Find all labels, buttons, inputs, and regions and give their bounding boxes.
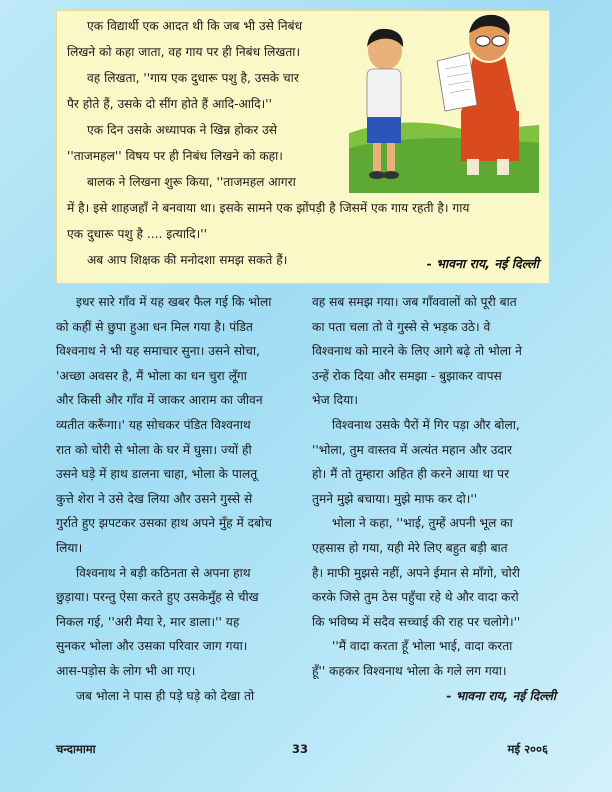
footer-magazine-name: चन्दामामा [56,742,96,756]
text-line: जब भोला ने पास ही पड़े घड़े को देखा तो [76,688,255,703]
text-line: लिया। [56,540,83,555]
anecdote-box [56,10,550,284]
anecdote-line: एक दिन उसके अध्यापक ने खिन्न होकर उसे [87,123,278,137]
cartoon-illustration [349,13,539,193]
text-line: का पता चला तो वे गुस्से से भड़क उठे। वे [312,319,491,334]
anecdote-line: बालक ने लिखना शुरू किया, ''ताजमहल आगरा [87,175,296,189]
text-line: विश्वनाथ उसके पैरों में गिर पड़ा और बोला, [332,417,520,432]
text-line: करके जिसे तुम ठेस पहुँचा रहे थे और वादा करो [312,590,519,605]
text-line: आस-पड़ोस के लोग भी आ गए। [56,663,196,678]
anecdote-line: लिखने को कहा जाता, वह गाय पर ही निबंध लिखता। [67,45,301,59]
text-line: 'अच्छा अवसर है, मैं भोला का धन चुरा लूँगा [56,368,247,383]
anecdote-signature: - भावना राय, नई दिल्ली [426,256,539,271]
text-line: गुर्राते हुए झपटकर उसका हाथ अपने मुँह में दबोच [56,516,272,531]
anecdote-text-block [67,13,470,273]
text-line: उसने घड़े में हाथ डालना चाहा, भोला के पालतू [56,467,258,482]
left-column [56,290,306,708]
anecdote-line: पैर होते हैं, उसके दो सींग होते हैं आदि-आदि।'' [67,97,272,111]
text-line: उन्हें रोक दिया और समझा - बुझाकर वापस [312,368,502,383]
text-line: भेज दिया। [312,393,358,408]
anecdote-line: एक दुधारू पशु है .... इत्यादि।'' [67,227,207,241]
footer-page-number: 33 [292,742,309,756]
text-line: व्यतीत करूँगा।' यह सोचकर पंडित विश्वनाथ [56,417,251,432]
text-line: एहसास हो गया, यही मेरे लिए बहुत बड़ी बात [312,540,508,555]
text-line: इधर सारे गाँव में यह खबर फैल गई कि भोला [76,295,272,309]
anecdote-line: अब आप शिक्षक की मनोदशा समझ सकते हैं। [87,253,288,267]
text-line: कि भविष्य में सदैव सच्चाई की राह पर चलोगे।'' [312,614,521,629]
anecdote-line: ''ताजमहल'' विषय पर ही निबंध लिखने को कहा। [67,149,283,163]
text-line: वह सब समझ गया। जब गाँववालों को पूरी बात [312,295,517,309]
anecdote-line: वह लिखता, ''गाय एक दुधारू पशु है, उसके चार [87,71,299,85]
text-line: ''भोला, तुम वास्तव में अत्यंत महान और उदार [312,442,513,457]
text-line: और किसी और गाँव में जाकर आराम का जीवन [56,393,263,408]
text-line: हूँ'' कहकर विश्वनाथ भोला के गले लग गया। [312,663,507,678]
footer-issue-date: मई २००६ [507,742,548,756]
right-column [312,290,562,708]
story-signature: - भावना राय, नई दिल्ली [446,688,556,703]
text-line: हो। मैं तो तुम्हारा अहित ही करने आया था पर [312,467,510,482]
text-line: कुत्ते शेरा ने उसे देख लिया और उसने गुस्से से [56,491,253,506]
text-line: को कहीं से छुपा हुआ धन मिल गया है। पंडित [56,319,253,334]
text-line: छुड़ाया। परन्तु ऐसा करते हुए उसकेमुँह से चीख [56,590,259,605]
text-line: विश्वनाथ ने भी यह समाचार सुना। उसने सोचा, [56,344,260,359]
text-line: है। माफी मुझसे नहीं, अपने ईमान से माँगो, चोरी [312,565,520,580]
text-line: विश्वनाथ ने बड़ी कठिनता से अपना हाथ [76,565,251,580]
text-line: सुनकर भोला और उसका परिवार जाग गया। [56,639,248,654]
text-line: रात को चोरी से भोला के घर में घुसा। ज्यों ही [56,442,252,457]
text-line: भोला ने कहा, ''भाई, तुम्हें अपनी भूल का [332,516,513,531]
anecdote-line: में है। इसे शाहजहाँ ने बनवाया था। इसके सामने एक झोंपड़ी है जिसमें एक गाय रहती है। गाय [67,201,470,215]
text-line: तुमने मुझे बचाया। मुझे माफ कर दो।'' [312,491,478,506]
text-line: विश्वनाथ को मारने के लिए आगे बढ़े तो भोला ने [312,344,522,359]
text-line: निकल गई, ''अरी मैया रे, मार डाला।'' यह [56,614,240,629]
anecdote-line: एक विद्यार्थी एक आदत थी कि जब भी उसे निबंध [87,19,303,33]
text-line: ''मैं वादा करता हूँ भोला भाई, वादा करता [332,639,513,654]
